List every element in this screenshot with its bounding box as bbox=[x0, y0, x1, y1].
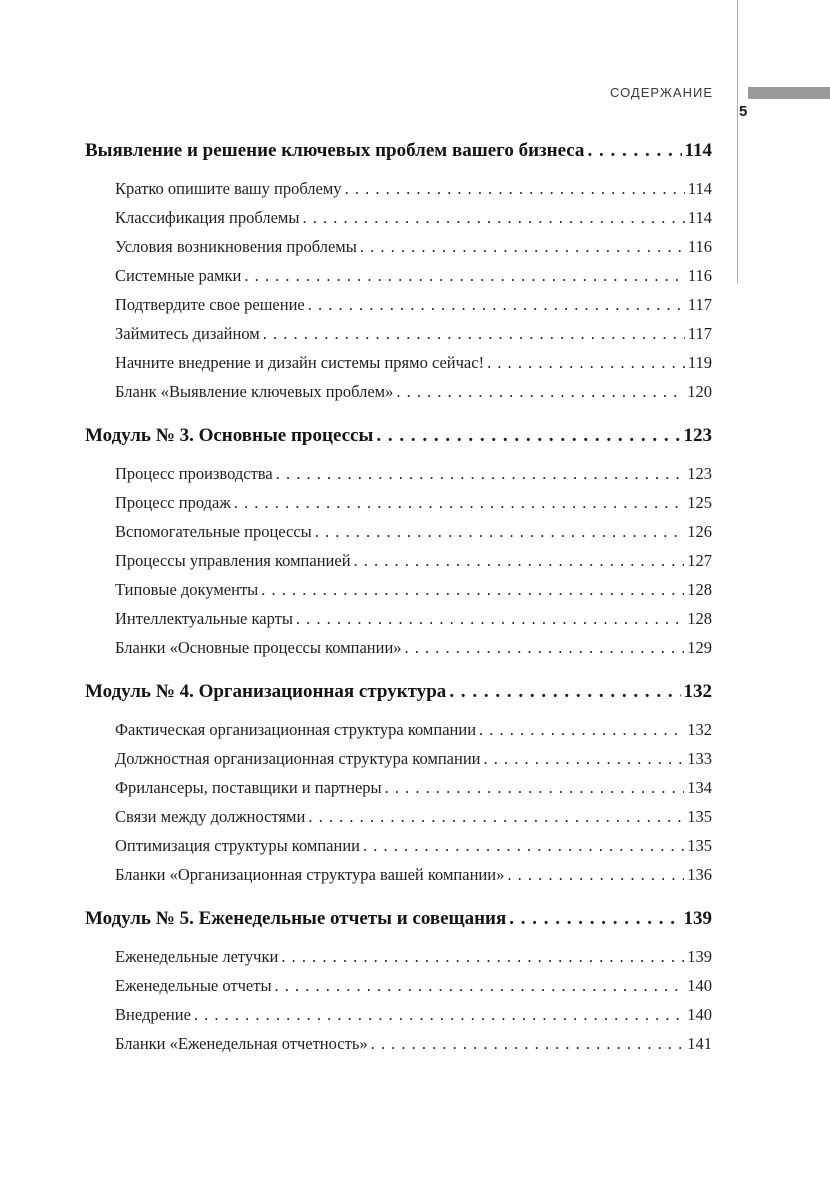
dot-leader bbox=[296, 609, 684, 629]
toc-entry bbox=[85, 266, 712, 295]
toc-entry bbox=[85, 493, 712, 522]
toc-entry-title: Подтвердите свое решение bbox=[115, 295, 305, 314]
dot-leader bbox=[483, 749, 684, 769]
toc-entry bbox=[85, 353, 712, 382]
toc-entry bbox=[85, 324, 712, 353]
toc-entry bbox=[85, 179, 712, 208]
toc-entry bbox=[85, 720, 712, 749]
toc-entry-title: Процессы управления компанией bbox=[115, 551, 351, 570]
toc-entry-title: Еженедельные отчеты bbox=[115, 976, 272, 995]
toc-entry-pagenum: 123 bbox=[687, 464, 712, 483]
dot-leader bbox=[275, 976, 685, 996]
toc-entry bbox=[85, 807, 712, 836]
toc-entry bbox=[85, 382, 712, 411]
dot-leader bbox=[587, 140, 681, 162]
toc-section-heading-title: Выявление и решение ключевых проблем вашего бизнеса bbox=[85, 140, 585, 161]
dot-leader bbox=[371, 1034, 685, 1054]
toc-entry bbox=[85, 865, 712, 894]
dot-leader bbox=[396, 382, 684, 402]
toc-entry-pagenum: 133 bbox=[687, 749, 712, 768]
toc-entry bbox=[85, 464, 712, 493]
toc-entry bbox=[85, 609, 712, 638]
toc-entry-pagenum: 125 bbox=[687, 493, 712, 512]
toc-entry-title: Бланки «Основные процессы компании» bbox=[115, 638, 402, 657]
toc-section-heading-pagenum: 139 bbox=[683, 908, 712, 929]
toc-entry bbox=[85, 580, 712, 609]
toc-section-heading-pagenum: 123 bbox=[683, 425, 712, 446]
dot-leader bbox=[315, 522, 685, 542]
dot-leader bbox=[360, 237, 685, 257]
toc-entry-title: Займитесь дизайном bbox=[115, 324, 260, 343]
dot-leader bbox=[234, 493, 685, 513]
toc-entry-title: Должностная организационная структура компании bbox=[115, 749, 481, 768]
toc-entry-pagenum: 141 bbox=[687, 1034, 712, 1053]
dot-leader bbox=[449, 681, 680, 703]
running-header-label: СОДЕРЖАНИЕ bbox=[609, 85, 713, 100]
toc-entry-pagenum: 135 bbox=[687, 807, 712, 826]
toc-entry bbox=[85, 1005, 712, 1034]
toc-entry-pagenum: 134 bbox=[687, 778, 712, 797]
toc-entry-pagenum: 116 bbox=[687, 237, 712, 256]
toc-entry bbox=[85, 1034, 712, 1063]
toc-section bbox=[85, 425, 712, 667]
toc-entry bbox=[85, 947, 712, 976]
toc-entry-title: Бланки «Организационная структура вашей компании» bbox=[115, 865, 505, 884]
dot-leader bbox=[376, 425, 680, 447]
toc-entry-pagenum: 135 bbox=[687, 836, 712, 855]
toc-section bbox=[85, 908, 712, 1063]
toc-entry-title: Процесс производства bbox=[115, 464, 273, 483]
dot-leader bbox=[263, 324, 685, 344]
toc-entry-title: Типовые документы bbox=[115, 580, 259, 599]
toc-section-heading bbox=[85, 140, 712, 179]
toc-entry-pagenum: 132 bbox=[687, 720, 712, 739]
toc-entry-pagenum: 120 bbox=[687, 382, 712, 401]
toc-entry-pagenum: 136 bbox=[687, 865, 712, 884]
toc-entry-title: Условия возникновения проблемы bbox=[115, 237, 357, 256]
toc-entry-pagenum: 117 bbox=[687, 324, 712, 343]
dot-leader bbox=[244, 266, 684, 286]
toc-entry-title: Вспомогательные процессы bbox=[115, 522, 312, 541]
dot-leader bbox=[308, 807, 684, 827]
toc-entry-pagenum: 119 bbox=[687, 353, 712, 372]
dot-leader bbox=[308, 295, 685, 315]
dot-leader bbox=[302, 208, 684, 228]
dot-leader bbox=[385, 778, 685, 798]
toc-entry-pagenum: 126 bbox=[687, 522, 712, 541]
toc-entry bbox=[85, 638, 712, 667]
toc-section-heading-pagenum: 114 bbox=[684, 140, 712, 161]
toc-entry-pagenum: 114 bbox=[687, 179, 712, 198]
toc-entry-title: Начните внедрение и дизайн системы прямо сейчас! bbox=[115, 353, 485, 372]
toc-section-heading bbox=[85, 908, 712, 947]
toc-entry-title: Кратко опишите вашу проблему bbox=[115, 179, 342, 198]
toc-section-heading-title: Модуль № 5. Еженедельные отчеты и совещания bbox=[85, 908, 507, 929]
toc-entry-pagenum: 127 bbox=[687, 551, 712, 570]
toc-entry-pagenum: 140 bbox=[687, 976, 712, 995]
dot-leader bbox=[479, 720, 684, 740]
page-number: 5 bbox=[739, 103, 748, 120]
dot-leader bbox=[261, 580, 684, 600]
toc-entry bbox=[85, 778, 712, 807]
dot-leader bbox=[354, 551, 685, 571]
toc-entry bbox=[85, 208, 712, 237]
dot-leader bbox=[281, 947, 684, 967]
toc-entry-title: Внедрение bbox=[115, 1005, 191, 1024]
toc-entry-title: Системные рамки bbox=[115, 266, 242, 285]
toc-entry bbox=[85, 237, 712, 266]
toc-entry-pagenum: 116 bbox=[687, 266, 712, 285]
dot-leader bbox=[194, 1005, 684, 1025]
toc-entry bbox=[85, 551, 712, 580]
vertical-rule bbox=[737, 0, 738, 284]
toc-entry-title: Еженедельные летучки bbox=[115, 947, 279, 966]
toc-entry-pagenum: 140 bbox=[687, 1005, 712, 1024]
toc-section bbox=[85, 140, 712, 411]
dot-leader bbox=[276, 464, 685, 484]
toc-entry-title: Бланк «Выявление ключевых проблем» bbox=[115, 382, 394, 401]
toc-entry-title: Интеллектуальные карты bbox=[115, 609, 293, 628]
toc-section-heading-title: Модуль № 4. Организационная структура bbox=[85, 681, 447, 702]
dot-leader bbox=[507, 865, 684, 885]
dot-leader bbox=[487, 353, 685, 373]
toc-entry-pagenum: 114 bbox=[687, 208, 712, 227]
toc-entry bbox=[85, 976, 712, 1005]
toc-entry-title: Фрилансеры, поставщики и партнеры bbox=[115, 778, 382, 797]
toc-entry-pagenum: 128 bbox=[687, 580, 712, 599]
toc-entry bbox=[85, 295, 712, 324]
toc-section-heading bbox=[85, 681, 712, 720]
toc-entry-pagenum: 117 bbox=[687, 295, 712, 314]
toc-section-heading bbox=[85, 425, 712, 464]
toc-section-heading-title: Модуль № 3. Основные процессы bbox=[85, 425, 374, 446]
toc-entry bbox=[85, 836, 712, 865]
toc-entry-title: Бланки «Еженедельная отчетность» bbox=[115, 1034, 368, 1053]
toc-entry-title: Связи между должностями bbox=[115, 807, 306, 826]
toc-entry-title: Оптимизация структуры компании bbox=[115, 836, 360, 855]
toc-entry-pagenum: 128 bbox=[687, 609, 712, 628]
dot-leader bbox=[509, 908, 680, 930]
toc-entry-pagenum: 129 bbox=[687, 638, 712, 657]
toc-entry bbox=[85, 522, 712, 551]
toc-section-heading-pagenum: 132 bbox=[683, 681, 712, 702]
dot-leader bbox=[363, 836, 684, 856]
toc-entry-title: Классификация проблемы bbox=[115, 208, 300, 227]
toc-entry-title: Процесс продаж bbox=[115, 493, 231, 512]
dot-leader bbox=[405, 638, 685, 658]
toc-entry-pagenum: 139 bbox=[687, 947, 712, 966]
toc-entry-title: Фактическая организационная структура компании bbox=[115, 720, 477, 739]
toc-section bbox=[85, 681, 712, 894]
dot-leader bbox=[345, 179, 685, 199]
toc-entry bbox=[85, 749, 712, 778]
toc-list bbox=[85, 140, 712, 1077]
header-gray-bar bbox=[748, 87, 830, 99]
